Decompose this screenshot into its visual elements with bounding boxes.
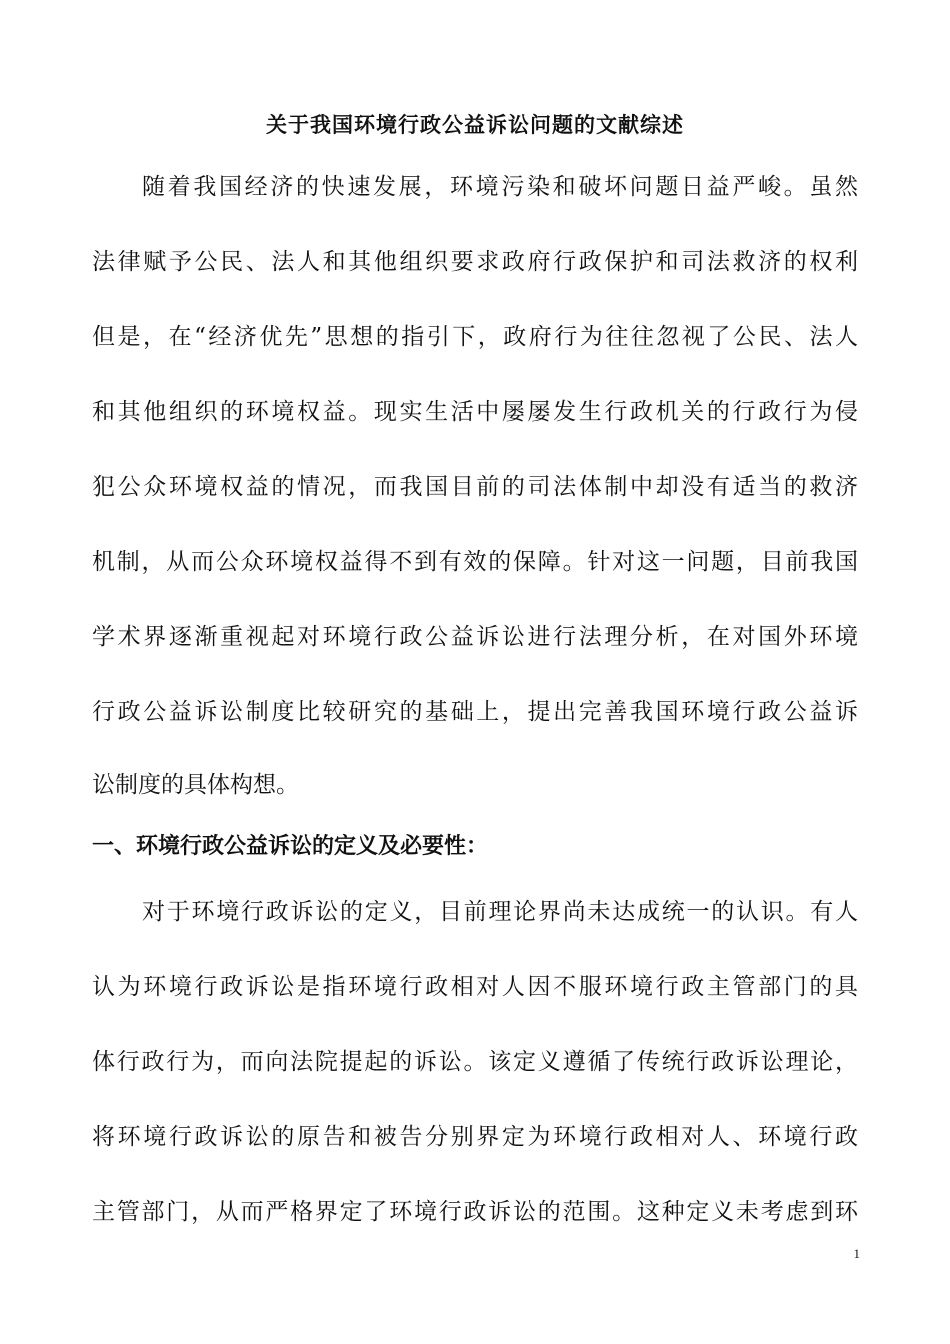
section-heading: 一、环境行政公益诉讼的定义及必要性：	[92, 834, 489, 859]
paragraph-line: 学术界逐渐重视起对环境行政公益诉讼进行法理分析，在对国外环境	[92, 624, 858, 650]
page-number: 1	[853, 1246, 860, 1261]
paragraph-line: 将环境行政诉讼的原告和被告分别界定为环境行政相对人、环境行政	[92, 1124, 858, 1150]
paragraph-line: 主管部门，从而严格界定了环境行政诉讼的范围。这种定义未考虑到环	[92, 1199, 858, 1225]
paragraph-line: 犯公众环境权益的情况，而我国目前的司法体制中却没有适当的救济	[92, 474, 858, 500]
paragraph-line: 体行政行为，而向法院提起的诉讼。该定义遵循了传统行政诉讼理论，	[92, 1049, 858, 1075]
paragraph-line: 法律赋予公民、法人和其他组织要求政府行政保护和司法救济的权利	[92, 249, 858, 275]
paragraph-line: 随着我国经济的快速发展，环境污染和破坏问题日益严峻。虽然	[142, 174, 858, 200]
paragraph-line: 但是，在“经济优先”思想的指引下，政府行为往往忽视了公民、法人	[92, 324, 858, 350]
paragraph-line: 和其他组织的环境权益。现实生活中屡屡发生行政机关的行政行为侵	[92, 399, 858, 425]
paragraph-line: 讼制度的具体构想。	[92, 772, 299, 798]
paragraph-line: 认为环境行政诉讼是指环境行政相对人因不服环境行政主管部门的具	[92, 974, 858, 1000]
paragraph-line: 对于环境行政诉讼的定义，目前理论界尚未达成统一的认识。有人	[142, 899, 858, 925]
document-title: 关于我国环境行政公益诉讼问题的文献综述	[266, 112, 684, 137]
paragraph-line: 行政公益诉讼制度比较研究的基础上，提出完善我国环境行政公益诉	[92, 699, 858, 725]
paragraph-line: 机制，从而公众环境权益得不到有效的保障。针对这一问题，目前我国	[92, 549, 858, 575]
